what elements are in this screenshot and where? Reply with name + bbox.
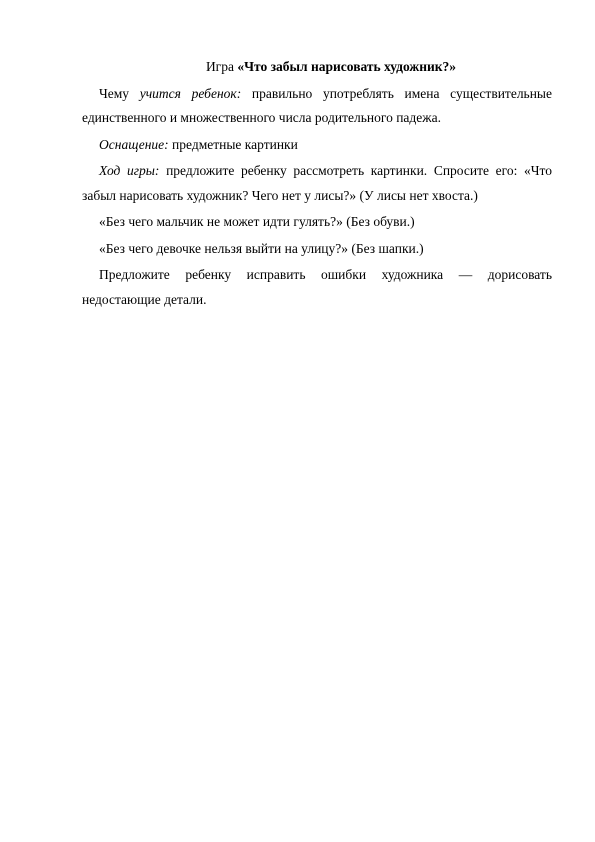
procedure-paragraph: [82, 157, 552, 208]
equipment-label: Оснащение:: [99, 136, 169, 152]
equipment-paragraph: [82, 131, 552, 158]
procedure-label: Ход игры:: [99, 163, 160, 178]
goal-paragraph: [82, 80, 552, 131]
goal-label-prefix: Чему: [99, 85, 140, 101]
goal-label: учится ребенок:: [139, 85, 242, 101]
document-body: [82, 55, 552, 312]
title-game-name: «Что забыл нарисовать художник?»: [237, 59, 457, 74]
title-prefix: Игра: [205, 59, 238, 74]
closing-paragraph: Предложите ребенку исправить ошибки художника — дорисовать недостающие детали.: [82, 267, 552, 307]
question-girl-paragraph: «Без чего девочке нельзя выйти на улицу?» (Без шапки.): [99, 240, 424, 256]
equipment-text: предметные картинки: [168, 136, 298, 152]
question-boy-paragraph: «Без чего мальчик не может идти гулять?» (Без обуви.): [99, 214, 415, 229]
game-title: [82, 55, 552, 80]
procedure-text: предложите ребенку рассмотреть картинки. Спросите его: «Что забыл нарисовать художник? Чего нет у лисы?» (У лисы нет хвоста.): [82, 163, 552, 203]
goal-text: правильно употреблять имена существительные единственного и множественного числа родительного падежа.: [82, 85, 552, 125]
